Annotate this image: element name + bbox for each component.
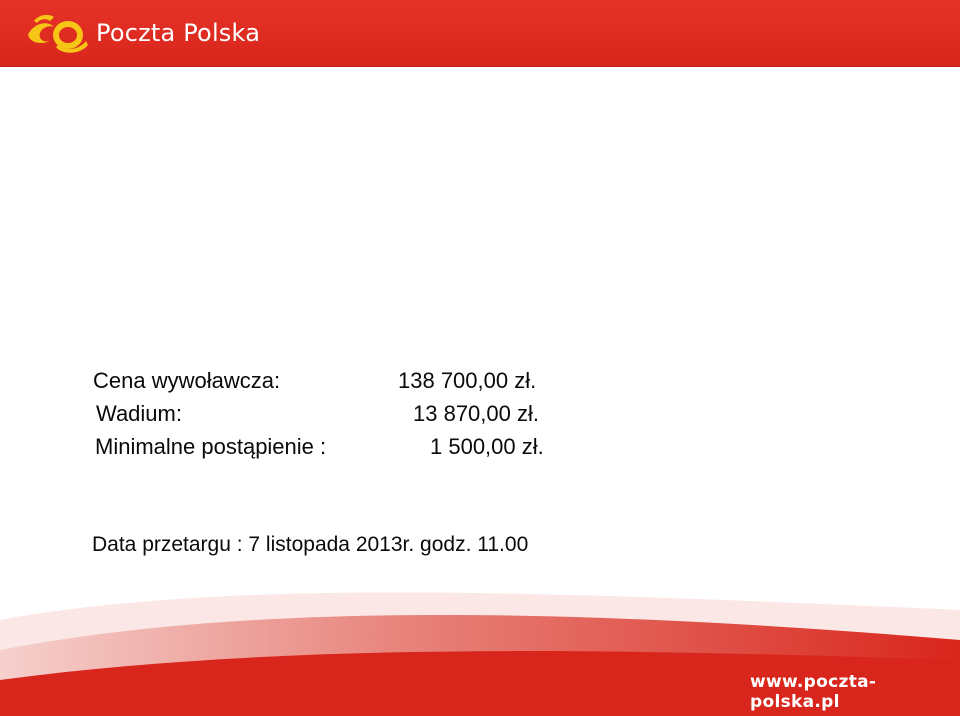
brand-name: Poczta Polska [96, 19, 261, 47]
minimum-increment-value: 1 500,00 zł. [430, 434, 544, 459]
auction-date: Data przetargu : 7 listopada 2013r. godz. 11.00 [92, 533, 529, 556]
starting-price-value: 138 700,00 zł. [398, 368, 537, 393]
deposit-value: 13 870,00 zł. [413, 401, 539, 426]
deposit-label: Wadium: [96, 401, 182, 426]
starting-price-label: Cena wywoławcza: [93, 368, 281, 393]
minimum-increment-label: Minimalne postąpienie : [95, 434, 327, 459]
website-url[interactable]: www.poczta-polska.pl [750, 672, 877, 712]
